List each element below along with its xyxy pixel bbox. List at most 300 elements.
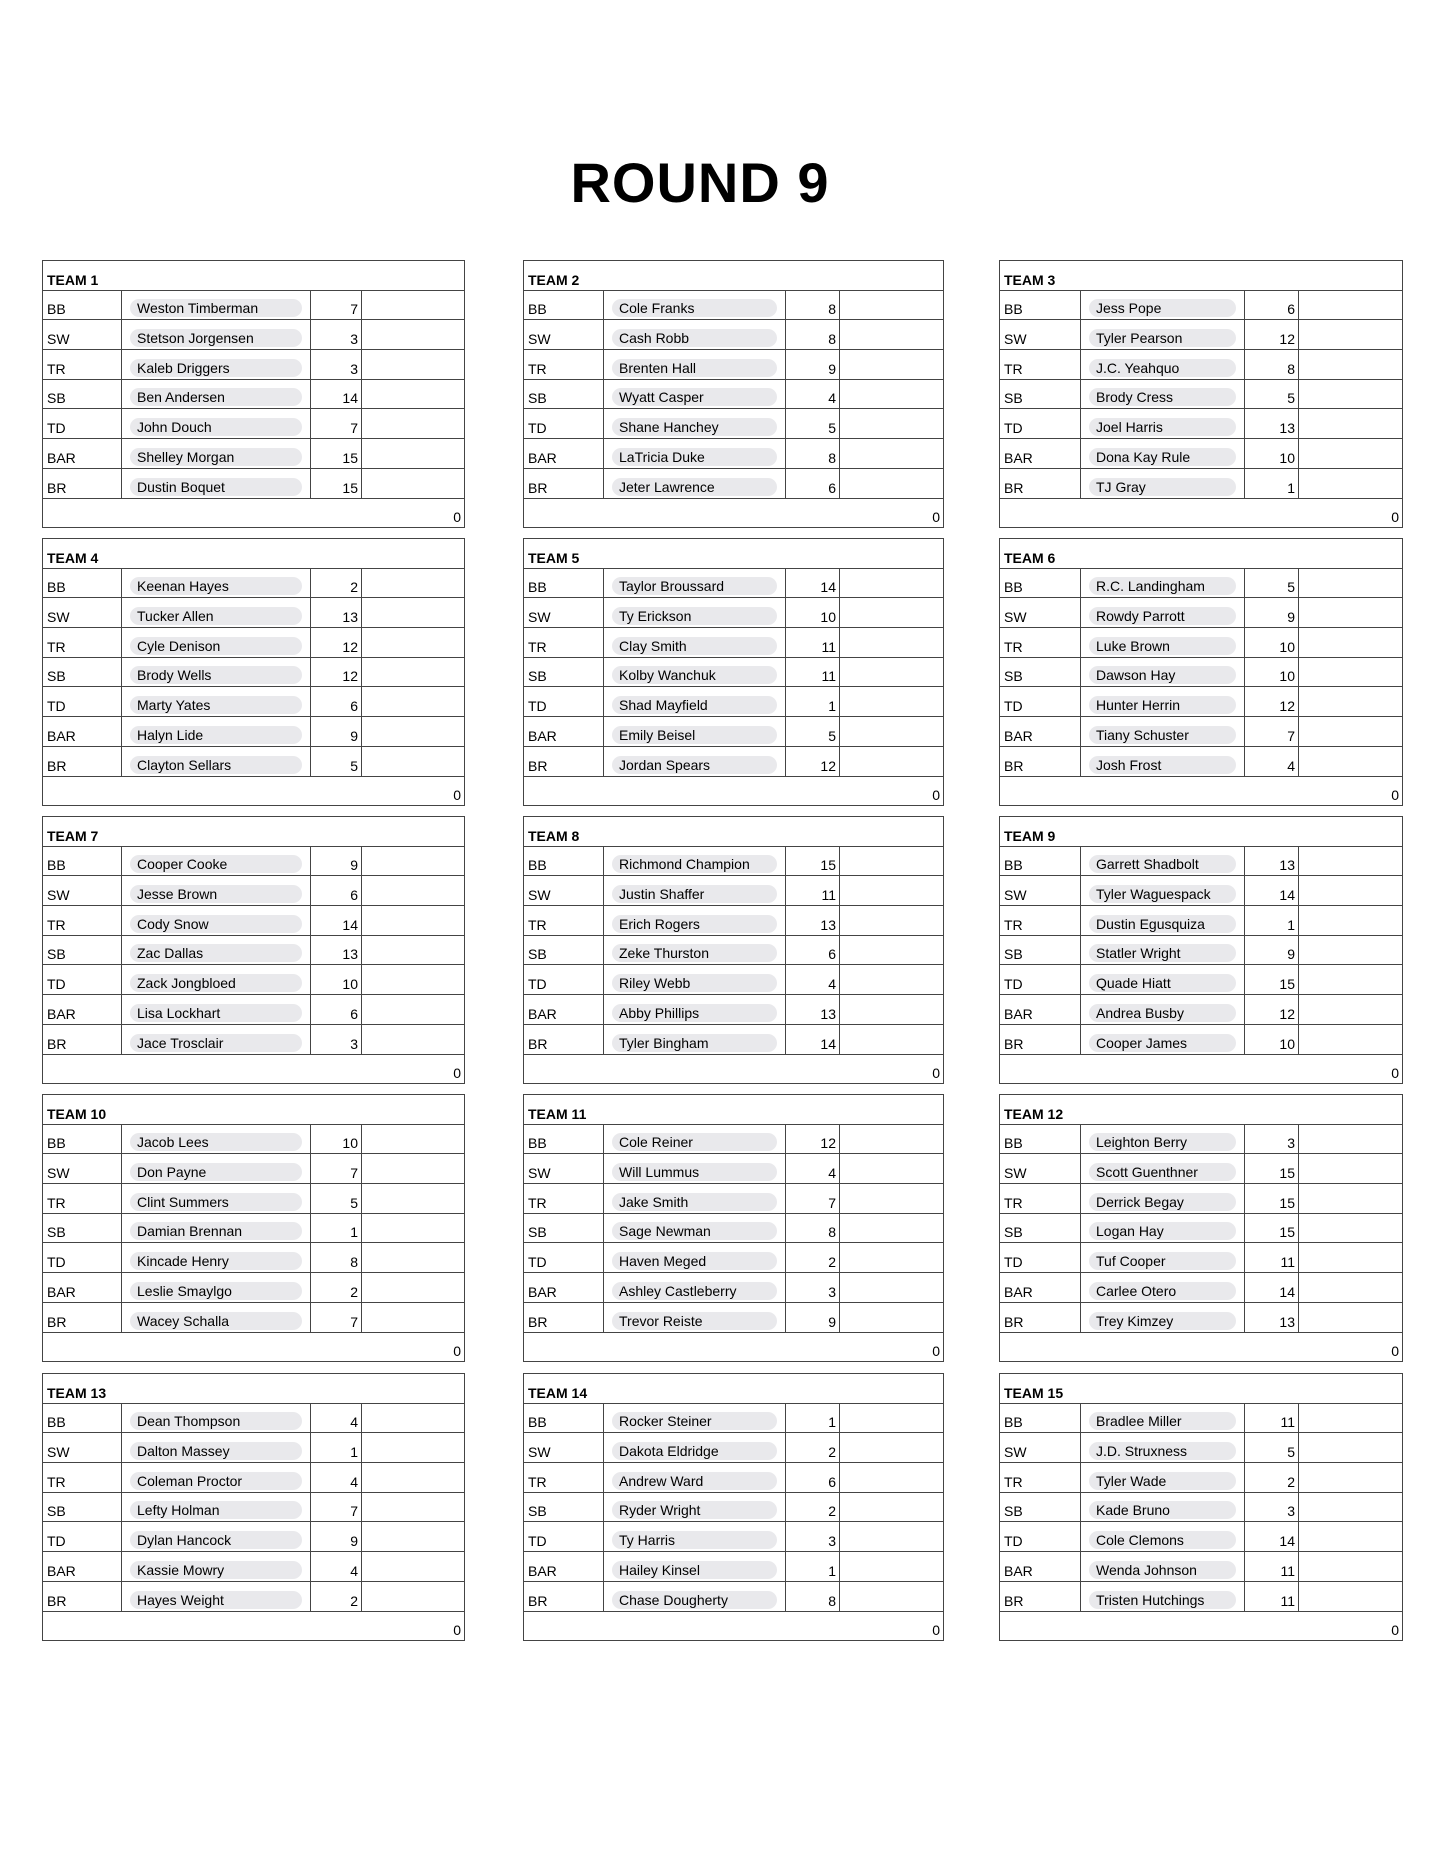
player-cell[interactable] bbox=[122, 1273, 311, 1303]
empty-cell bbox=[362, 1124, 465, 1154]
player-cell[interactable] bbox=[122, 657, 311, 687]
player-chip[interactable]: Clayton Sellars bbox=[130, 756, 302, 774]
player-cell[interactable] bbox=[122, 746, 311, 776]
player-cell[interactable] bbox=[1081, 717, 1245, 747]
player-cell[interactable] bbox=[604, 965, 786, 995]
player-cell[interactable] bbox=[1081, 409, 1245, 439]
score-cell: 5 bbox=[311, 746, 362, 776]
team-total-row bbox=[524, 776, 944, 806]
score-cell: 13 bbox=[1245, 846, 1299, 876]
player-cell[interactable] bbox=[122, 1522, 311, 1552]
player-chip[interactable]: Haven Meged bbox=[612, 1252, 777, 1270]
table-row bbox=[524, 1463, 944, 1493]
player-cell[interactable] bbox=[604, 628, 786, 658]
team-header-row bbox=[524, 1095, 944, 1125]
player-chip[interactable]: Wyatt Casper bbox=[612, 388, 777, 406]
player-chip[interactable]: Dylan Hancock bbox=[130, 1531, 302, 1549]
table-row bbox=[1000, 1184, 1403, 1214]
table-row bbox=[524, 846, 944, 876]
player-chip[interactable]: Logan Hay bbox=[1089, 1222, 1236, 1240]
player-cell[interactable] bbox=[1081, 379, 1245, 409]
empty-cell bbox=[840, 965, 944, 995]
player-cell[interactable] bbox=[122, 628, 311, 658]
player-cell[interactable] bbox=[604, 568, 786, 598]
table-row bbox=[43, 906, 465, 936]
player-cell[interactable] bbox=[122, 717, 311, 747]
player-cell[interactable] bbox=[122, 876, 311, 906]
player-cell[interactable] bbox=[604, 1124, 786, 1154]
player-chip[interactable]: Jake Smith bbox=[612, 1193, 777, 1211]
player-chip[interactable]: Cody Snow bbox=[130, 915, 302, 933]
player-chip[interactable]: Jordan Spears bbox=[612, 756, 777, 774]
table-row bbox=[1000, 1273, 1403, 1303]
player-cell[interactable] bbox=[1081, 1522, 1245, 1552]
player-cell[interactable] bbox=[1081, 1403, 1245, 1433]
player-chip[interactable]: Tyler Bingham bbox=[612, 1034, 777, 1052]
player-chip[interactable]: J.C. Yeahquo bbox=[1089, 359, 1236, 377]
player-chip[interactable]: Zeke Thurston bbox=[612, 944, 777, 962]
player-cell[interactable] bbox=[1081, 1302, 1245, 1332]
event-code: BAR bbox=[524, 1552, 604, 1582]
empty-cell bbox=[362, 965, 465, 995]
player-chip[interactable]: Cooper James bbox=[1089, 1034, 1236, 1052]
player-cell[interactable] bbox=[604, 320, 786, 350]
player-cell[interactable] bbox=[122, 906, 311, 936]
player-chip[interactable]: Shad Mayfield bbox=[612, 696, 777, 714]
player-cell[interactable] bbox=[604, 598, 786, 628]
player-chip[interactable]: Bradlee Miller bbox=[1089, 1412, 1236, 1430]
player-chip[interactable]: Lefty Holman bbox=[130, 1501, 302, 1519]
player-chip[interactable]: Tiany Schuster bbox=[1089, 726, 1236, 744]
empty-cell bbox=[840, 717, 944, 747]
team-total-row bbox=[43, 1611, 465, 1641]
player-chip[interactable]: Dalton Massey bbox=[130, 1442, 302, 1460]
score-cell: 5 bbox=[311, 1184, 362, 1214]
player-cell[interactable] bbox=[604, 1581, 786, 1611]
table-row bbox=[43, 846, 465, 876]
player-chip[interactable]: Weston Timberman bbox=[130, 299, 302, 317]
empty-cell bbox=[1299, 1552, 1403, 1582]
player-cell[interactable] bbox=[122, 350, 311, 380]
event-code: SB bbox=[1000, 935, 1081, 965]
player-chip[interactable]: Dustin Egusquiza bbox=[1089, 915, 1236, 933]
player-cell[interactable] bbox=[1081, 995, 1245, 1025]
empty-cell bbox=[840, 935, 944, 965]
player-cell[interactable] bbox=[604, 1024, 786, 1054]
player-cell[interactable] bbox=[604, 1552, 786, 1582]
empty-cell bbox=[1299, 468, 1403, 498]
score-cell: 2 bbox=[786, 1492, 840, 1522]
player-chip[interactable]: Justin Shaffer bbox=[612, 885, 777, 903]
player-cell[interactable] bbox=[1081, 1154, 1245, 1184]
score-cell: 6 bbox=[786, 468, 840, 498]
team-header-row bbox=[524, 539, 944, 569]
empty-cell bbox=[362, 1154, 465, 1184]
player-chip[interactable]: Andrea Busby bbox=[1089, 1004, 1236, 1022]
event-code: TR bbox=[43, 350, 122, 380]
empty-cell bbox=[362, 1273, 465, 1303]
player-chip[interactable]: Keenan Hayes bbox=[130, 577, 302, 595]
player-cell[interactable] bbox=[122, 1552, 311, 1582]
team-name: TEAM 1 bbox=[43, 261, 465, 291]
player-cell[interactable] bbox=[122, 1213, 311, 1243]
player-chip[interactable]: Emily Beisel bbox=[612, 726, 777, 744]
player-cell[interactable] bbox=[604, 1522, 786, 1552]
event-code: TD bbox=[524, 1522, 604, 1552]
player-chip[interactable]: R.C. Landingham bbox=[1089, 577, 1236, 595]
table-row bbox=[524, 1024, 944, 1054]
player-cell[interactable] bbox=[122, 1433, 311, 1463]
event-code: BB bbox=[43, 1403, 122, 1433]
player-cell[interactable] bbox=[1081, 1124, 1245, 1154]
player-chip[interactable]: Kassie Mowry bbox=[130, 1561, 302, 1579]
player-chip[interactable]: Ty Erickson bbox=[612, 607, 777, 625]
player-cell[interactable] bbox=[122, 379, 311, 409]
event-code: SB bbox=[43, 1492, 122, 1522]
player-chip[interactable]: Trevor Reiste bbox=[612, 1312, 777, 1330]
player-chip[interactable]: Dustin Boquet bbox=[130, 478, 302, 496]
player-chip[interactable]: Rocker Steiner bbox=[612, 1412, 777, 1430]
empty-cell bbox=[362, 1243, 465, 1273]
player-cell[interactable] bbox=[604, 439, 786, 469]
player-chip[interactable]: Wacey Schalla bbox=[130, 1312, 302, 1330]
empty-cell bbox=[1299, 1581, 1403, 1611]
player-chip[interactable]: Jace Trosclair bbox=[130, 1034, 302, 1052]
empty-cell bbox=[840, 1213, 944, 1243]
event-code: TR bbox=[1000, 906, 1081, 936]
empty-cell bbox=[840, 1552, 944, 1582]
player-chip[interactable]: Dakota Eldridge bbox=[612, 1442, 777, 1460]
score-cell: 12 bbox=[311, 628, 362, 658]
player-cell[interactable] bbox=[1081, 1552, 1245, 1582]
player-cell[interactable] bbox=[1081, 598, 1245, 628]
player-chip[interactable]: Dona Kay Rule bbox=[1089, 448, 1236, 466]
player-chip[interactable]: Sage Newman bbox=[612, 1222, 777, 1240]
player-cell[interactable] bbox=[604, 379, 786, 409]
player-chip[interactable]: TJ Gray bbox=[1089, 478, 1236, 496]
player-chip[interactable]: Cole Reiner bbox=[612, 1133, 777, 1151]
event-code: BAR bbox=[43, 1273, 122, 1303]
empty-cell bbox=[840, 290, 944, 320]
empty-cell bbox=[362, 1433, 465, 1463]
player-chip[interactable]: Statler Wright bbox=[1089, 944, 1236, 962]
player-cell[interactable] bbox=[1081, 468, 1245, 498]
event-code: BAR bbox=[1000, 995, 1081, 1025]
player-cell[interactable] bbox=[1081, 1024, 1245, 1054]
event-code: BB bbox=[524, 1124, 604, 1154]
table-row bbox=[524, 350, 944, 380]
player-chip[interactable]: Clint Summers bbox=[130, 1193, 302, 1211]
player-chip[interactable]: Hayes Weight bbox=[130, 1591, 302, 1609]
player-cell[interactable] bbox=[122, 439, 311, 469]
player-chip[interactable]: Quade Hiatt bbox=[1089, 974, 1236, 992]
player-cell[interactable] bbox=[1081, 965, 1245, 995]
player-chip[interactable]: Jesse Brown bbox=[130, 885, 302, 903]
player-chip[interactable]: Ryder Wright bbox=[612, 1501, 777, 1519]
score-cell: 3 bbox=[311, 1024, 362, 1054]
player-chip[interactable]: Erich Rogers bbox=[612, 915, 777, 933]
player-chip[interactable]: Halyn Lide bbox=[130, 726, 302, 744]
player-cell[interactable] bbox=[122, 1243, 311, 1273]
player-cell[interactable] bbox=[1081, 439, 1245, 469]
player-cell[interactable] bbox=[1081, 935, 1245, 965]
player-cell[interactable] bbox=[1081, 846, 1245, 876]
team-total: 0 bbox=[1000, 1332, 1403, 1362]
player-chip[interactable]: Luke Brown bbox=[1089, 637, 1236, 655]
player-cell[interactable] bbox=[1081, 746, 1245, 776]
player-chip[interactable]: Kincade Henry bbox=[130, 1252, 302, 1270]
score-cell: 11 bbox=[1245, 1581, 1299, 1611]
table-row bbox=[1000, 995, 1403, 1025]
player-cell[interactable] bbox=[122, 965, 311, 995]
score-cell: 8 bbox=[786, 290, 840, 320]
player-chip[interactable]: Tyler Pearson bbox=[1089, 329, 1236, 347]
player-cell[interactable] bbox=[122, 1302, 311, 1332]
player-chip[interactable]: Chase Dougherty bbox=[612, 1591, 777, 1609]
player-cell[interactable] bbox=[122, 995, 311, 1025]
player-cell[interactable] bbox=[1081, 1213, 1245, 1243]
player-cell[interactable] bbox=[1081, 876, 1245, 906]
player-cell[interactable] bbox=[122, 468, 311, 498]
player-cell[interactable] bbox=[604, 409, 786, 439]
player-cell[interactable] bbox=[122, 320, 311, 350]
player-cell[interactable] bbox=[604, 1213, 786, 1243]
event-code: BR bbox=[524, 468, 604, 498]
player-chip[interactable]: Leslie Smaylgo bbox=[130, 1282, 302, 1300]
player-chip[interactable]: Jeter Lawrence bbox=[612, 478, 777, 496]
player-chip[interactable]: Andrew Ward bbox=[612, 1472, 777, 1490]
table-row bbox=[524, 1581, 944, 1611]
player-chip[interactable]: Dawson Hay bbox=[1089, 666, 1236, 684]
team-table bbox=[42, 816, 465, 1084]
player-cell[interactable] bbox=[1081, 1581, 1245, 1611]
player-chip[interactable]: Don Payne bbox=[130, 1163, 302, 1181]
player-cell[interactable] bbox=[604, 1302, 786, 1332]
player-cell[interactable] bbox=[122, 1184, 311, 1214]
team-total-row bbox=[43, 498, 465, 528]
event-code: TD bbox=[1000, 409, 1081, 439]
empty-cell bbox=[1299, 628, 1403, 658]
player-cell[interactable] bbox=[122, 1403, 311, 1433]
table-row bbox=[43, 1433, 465, 1463]
player-chip[interactable]: Marty Yates bbox=[130, 696, 302, 714]
player-cell[interactable] bbox=[1081, 1243, 1245, 1273]
player-cell[interactable] bbox=[604, 290, 786, 320]
empty-cell bbox=[840, 598, 944, 628]
player-chip[interactable]: John Douch bbox=[130, 418, 302, 436]
score-cell: 15 bbox=[1245, 965, 1299, 995]
score-cell: 11 bbox=[1245, 1552, 1299, 1582]
player-cell[interactable] bbox=[604, 1433, 786, 1463]
player-cell[interactable] bbox=[1081, 320, 1245, 350]
player-cell[interactable] bbox=[604, 687, 786, 717]
player-chip[interactable]: J.D. Struxness bbox=[1089, 1442, 1236, 1460]
player-cell[interactable] bbox=[604, 1403, 786, 1433]
score-cell: 4 bbox=[311, 1403, 362, 1433]
event-code: SB bbox=[43, 935, 122, 965]
table-row bbox=[524, 1243, 944, 1273]
player-chip[interactable]: Cole Franks bbox=[612, 299, 777, 317]
empty-cell bbox=[1299, 409, 1403, 439]
player-cell[interactable] bbox=[1081, 1463, 1245, 1493]
player-cell[interactable] bbox=[122, 1154, 311, 1184]
player-chip[interactable]: Tyler Wade bbox=[1089, 1472, 1236, 1490]
player-cell[interactable] bbox=[122, 1124, 311, 1154]
player-cell[interactable] bbox=[604, 350, 786, 380]
player-cell[interactable] bbox=[122, 1024, 311, 1054]
player-chip[interactable]: Zac Dallas bbox=[130, 944, 302, 962]
player-cell[interactable] bbox=[122, 935, 311, 965]
player-chip[interactable]: Scott Guenthner bbox=[1089, 1163, 1236, 1181]
table-row bbox=[43, 320, 465, 350]
player-chip[interactable]: Ashley Castleberry bbox=[612, 1282, 777, 1300]
player-chip[interactable]: Stetson Jorgensen bbox=[130, 329, 302, 347]
team-total: 0 bbox=[524, 498, 944, 528]
player-cell[interactable] bbox=[604, 1184, 786, 1214]
player-chip[interactable]: Hunter Herrin bbox=[1089, 696, 1236, 714]
player-cell[interactable] bbox=[122, 290, 311, 320]
score-cell: 13 bbox=[1245, 1302, 1299, 1332]
player-chip[interactable]: Derrick Begay bbox=[1089, 1193, 1236, 1211]
player-cell[interactable] bbox=[604, 657, 786, 687]
player-cell[interactable] bbox=[604, 1492, 786, 1522]
page-title: ROUND 9 bbox=[570, 151, 830, 214]
player-chip[interactable]: Richmond Champion bbox=[612, 855, 777, 873]
player-chip[interactable]: Ty Harris bbox=[612, 1531, 777, 1549]
player-chip[interactable]: Ben Andersen bbox=[130, 388, 302, 406]
player-chip[interactable]: Riley Webb bbox=[612, 974, 777, 992]
player-cell[interactable] bbox=[122, 568, 311, 598]
table-row bbox=[1000, 906, 1403, 936]
table-row bbox=[43, 1024, 465, 1054]
player-chip[interactable]: Kade Bruno bbox=[1089, 1501, 1236, 1519]
player-cell[interactable] bbox=[604, 846, 786, 876]
player-chip[interactable]: Jess Pope bbox=[1089, 299, 1236, 317]
player-cell[interactable] bbox=[1081, 906, 1245, 936]
player-cell[interactable] bbox=[1081, 657, 1245, 687]
player-chip[interactable]: Lisa Lockhart bbox=[130, 1004, 302, 1022]
player-chip[interactable]: Zack Jongbloed bbox=[130, 974, 302, 992]
player-cell[interactable] bbox=[1081, 1492, 1245, 1522]
table-row bbox=[1000, 657, 1403, 687]
player-chip[interactable]: Brenten Hall bbox=[612, 359, 777, 377]
empty-cell bbox=[1299, 1124, 1403, 1154]
player-cell[interactable] bbox=[604, 1243, 786, 1273]
player-chip[interactable]: Tucker Allen bbox=[130, 607, 302, 625]
empty-cell bbox=[840, 1243, 944, 1273]
player-chip[interactable]: Damian Brennan bbox=[130, 1222, 302, 1240]
player-chip[interactable]: Joel Harris bbox=[1089, 418, 1236, 436]
score-cell: 12 bbox=[311, 657, 362, 687]
player-cell[interactable] bbox=[1081, 1433, 1245, 1463]
player-chip[interactable]: Abby Phillips bbox=[612, 1004, 777, 1022]
player-cell[interactable] bbox=[604, 468, 786, 498]
event-code: BR bbox=[1000, 468, 1081, 498]
event-code: SB bbox=[524, 1492, 604, 1522]
player-chip[interactable]: Shelley Morgan bbox=[130, 448, 302, 466]
player-chip[interactable]: Shane Hanchey bbox=[612, 418, 777, 436]
player-cell[interactable] bbox=[604, 1273, 786, 1303]
player-chip[interactable]: Josh Frost bbox=[1089, 756, 1236, 774]
empty-cell bbox=[840, 350, 944, 380]
table-row bbox=[1000, 1154, 1403, 1184]
score-cell: 1 bbox=[1245, 906, 1299, 936]
player-chip[interactable]: Cole Clemons bbox=[1089, 1531, 1236, 1549]
player-cell[interactable] bbox=[604, 935, 786, 965]
player-chip[interactable]: Taylor Broussard bbox=[612, 577, 777, 595]
player-chip[interactable]: Cooper Cooke bbox=[130, 855, 302, 873]
table-row bbox=[524, 657, 944, 687]
player-chip[interactable]: Brody Cress bbox=[1089, 388, 1236, 406]
player-chip[interactable]: Dean Thompson bbox=[130, 1412, 302, 1430]
player-cell[interactable] bbox=[1081, 687, 1245, 717]
player-cell[interactable] bbox=[1081, 1273, 1245, 1303]
player-cell[interactable] bbox=[122, 846, 311, 876]
player-cell[interactable] bbox=[1081, 1184, 1245, 1214]
table-row bbox=[524, 1522, 944, 1552]
player-chip[interactable]: Will Lummus bbox=[612, 1163, 777, 1181]
score-cell: 14 bbox=[311, 379, 362, 409]
player-cell[interactable] bbox=[122, 1581, 311, 1611]
event-code: SW bbox=[1000, 598, 1081, 628]
player-chip[interactable]: Kolby Wanchuk bbox=[612, 666, 777, 684]
player-chip[interactable]: Tuf Cooper bbox=[1089, 1252, 1236, 1270]
table-row bbox=[43, 1552, 465, 1582]
player-chip[interactable]: Tyler Waguespack bbox=[1089, 885, 1236, 903]
table-row bbox=[524, 687, 944, 717]
player-chip[interactable]: Trey Kimzey bbox=[1089, 1312, 1236, 1330]
player-cell[interactable] bbox=[122, 1463, 311, 1493]
player-cell[interactable] bbox=[1081, 350, 1245, 380]
player-cell[interactable] bbox=[1081, 568, 1245, 598]
player-chip[interactable]: Hailey Kinsel bbox=[612, 1561, 777, 1579]
player-cell[interactable] bbox=[604, 717, 786, 747]
empty-cell bbox=[362, 1581, 465, 1611]
player-cell[interactable] bbox=[122, 1492, 311, 1522]
player-cell[interactable] bbox=[1081, 290, 1245, 320]
player-cell[interactable] bbox=[1081, 628, 1245, 658]
player-cell[interactable] bbox=[122, 687, 311, 717]
player-cell[interactable] bbox=[604, 1154, 786, 1184]
player-chip[interactable]: Coleman Proctor bbox=[130, 1472, 302, 1490]
player-cell[interactable] bbox=[604, 746, 786, 776]
empty-cell bbox=[840, 746, 944, 776]
player-cell[interactable] bbox=[604, 995, 786, 1025]
table-row bbox=[1000, 598, 1403, 628]
player-chip[interactable]: Garrett Shadbolt bbox=[1089, 855, 1236, 873]
team-total: 0 bbox=[524, 1332, 944, 1362]
event-code: SW bbox=[43, 876, 122, 906]
player-cell[interactable] bbox=[604, 876, 786, 906]
player-chip[interactable]: Cyle Denison bbox=[130, 637, 302, 655]
table-row bbox=[43, 965, 465, 995]
player-chip[interactable]: Brody Wells bbox=[130, 666, 302, 684]
player-cell[interactable] bbox=[604, 1463, 786, 1493]
player-chip[interactable]: LaTricia Duke bbox=[612, 448, 777, 466]
player-chip[interactable]: Rowdy Parrott bbox=[1089, 607, 1236, 625]
player-chip[interactable]: Tristen Hutchings bbox=[1089, 1591, 1236, 1609]
player-chip[interactable]: Cash Robb bbox=[612, 329, 777, 347]
player-cell[interactable] bbox=[604, 906, 786, 936]
player-chip[interactable]: Clay Smith bbox=[612, 637, 777, 655]
player-cell[interactable] bbox=[122, 409, 311, 439]
player-cell[interactable] bbox=[122, 598, 311, 628]
player-chip[interactable]: Carlee Otero bbox=[1089, 1282, 1236, 1300]
player-chip[interactable]: Leighton Berry bbox=[1089, 1133, 1236, 1151]
player-chip[interactable]: Jacob Lees bbox=[130, 1133, 302, 1151]
player-chip[interactable]: Wenda Johnson bbox=[1089, 1561, 1236, 1579]
player-chip[interactable]: Kaleb Driggers bbox=[130, 359, 302, 377]
